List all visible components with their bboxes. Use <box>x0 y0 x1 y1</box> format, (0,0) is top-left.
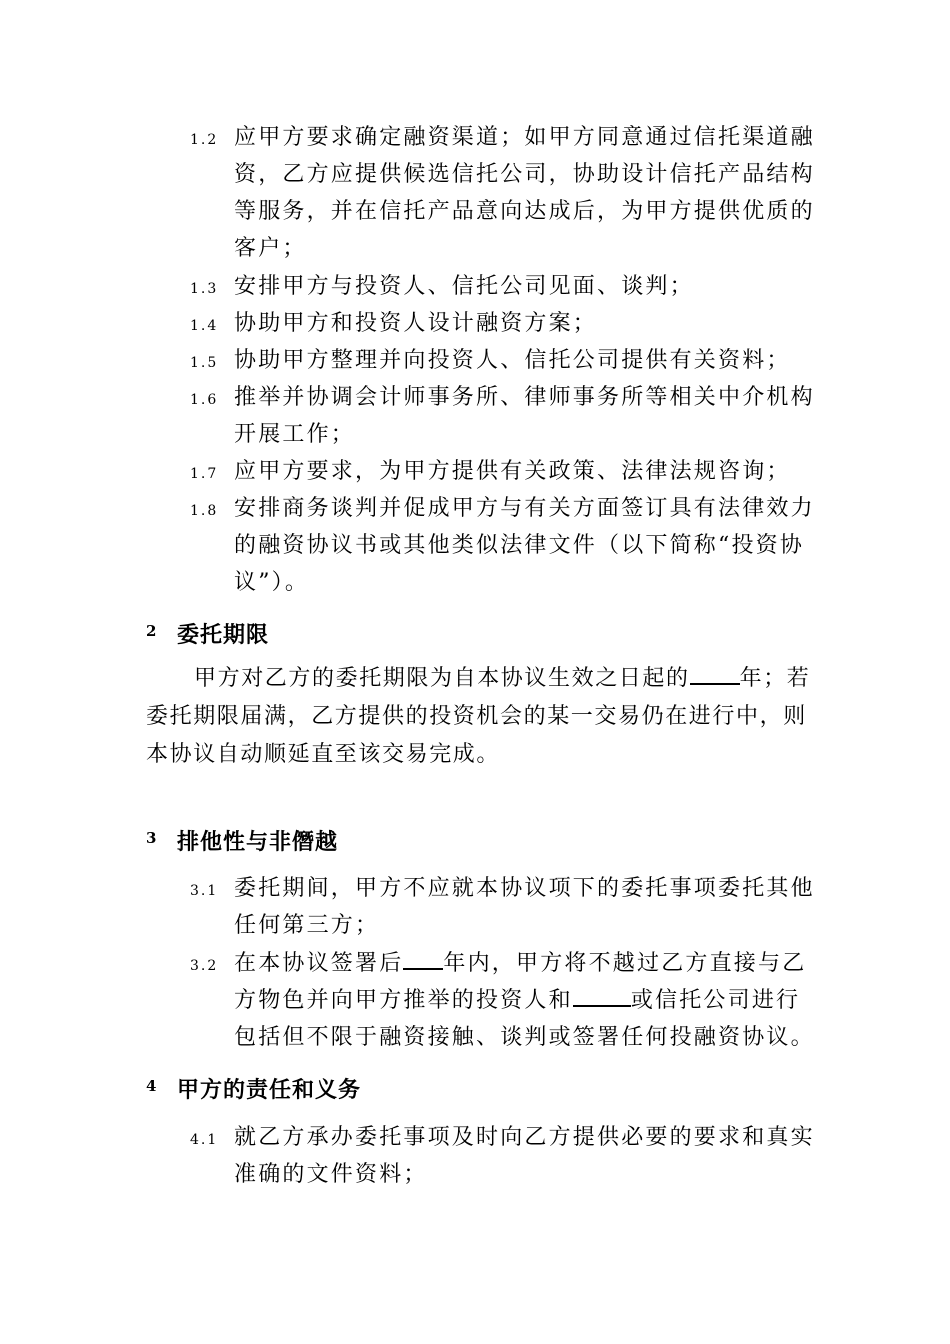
clause-text-part: 年内，甲方将不越过乙方直接与乙方物色并向甲方推举的投资人和 <box>234 951 807 1013</box>
section-number: 4 <box>146 1077 157 1095</box>
section-number: 3 <box>146 829 157 847</box>
paragraph-text: 年；若委托期限届满，乙方提供的投资机会的某一交易仍在进行中，则本协议自动顺延直至该交易完成。 <box>146 666 811 767</box>
clause-1-4 <box>190 305 820 342</box>
clause-number: 1.3 <box>190 281 219 297</box>
clause-number: 3.2 <box>190 958 219 974</box>
fill-in-blank <box>403 948 443 970</box>
clause-1-3 <box>190 268 820 305</box>
fill-in-blank <box>690 663 740 685</box>
clause-text <box>234 945 820 1056</box>
clause-1-6 <box>190 379 820 453</box>
clause-4-1 <box>190 1119 820 1193</box>
clause-text: 就乙方承办委托事项及时向乙方提供必要的要求和真实准确的文件资料； <box>234 1125 815 1187</box>
section-title: 排他性与非僭越 <box>177 829 339 855</box>
section-title: 甲方的责任和义务 <box>177 1077 362 1103</box>
clause-number: 1.8 <box>190 503 219 519</box>
clause-text-part: 或信托公司进行包括但不限于融资接触、谈判或签署任何投融资协议。 <box>234 988 815 1050</box>
clause-text: 应甲方要求，为甲方提供有关政策、法律法规咨询； <box>234 459 791 484</box>
paragraph-text: 甲方对乙方的委托期限为自本协议生效之日起的 <box>194 666 690 691</box>
clause-text: 应甲方要求确定融资渠道；如甲方同意通过信托渠道融资，乙方应提供候选信托公司，协助设计信托产品结构等服务，并在信托产品意向达成后，为甲方提供优质的客户； <box>234 125 815 261</box>
clause-number: 1.2 <box>190 132 219 148</box>
clause-1-8 <box>190 490 820 601</box>
clause-number: 1.5 <box>190 355 219 371</box>
fill-in-blank <box>573 985 631 1007</box>
clause-number: 4.1 <box>190 1132 219 1148</box>
clause-text: 委托期间，甲方不应就本协议项下的委托事项委托其他任何第三方； <box>234 876 815 938</box>
clause-number: 3.1 <box>190 883 219 899</box>
clause-1-7 <box>190 453 820 490</box>
clause-text: 协助甲方整理并向投资人、信托公司提供有关资料； <box>234 348 791 373</box>
clause-number: 1.7 <box>190 466 219 482</box>
section-title: 委托期限 <box>177 622 270 648</box>
clause-text: 协助甲方和投资人设计融资方案； <box>234 311 598 336</box>
clause-text-part: 在本协议签署后 <box>234 951 404 976</box>
clause-1-5 <box>190 342 820 379</box>
section-2-paragraph <box>146 660 826 774</box>
clause-number: 1.6 <box>190 392 219 408</box>
clause-number: 1.4 <box>190 318 219 334</box>
clause-text: 安排商务谈判并促成甲方与有关方面签订具有法律效力的融资协议书或其他类似法律文件（以下简称“投资协议”）。 <box>234 496 815 595</box>
clause-text: 推举并协调会计师事务所、律师事务所等相关中介机构开展工作； <box>234 385 815 447</box>
clause-text: 安排甲方与投资人、信托公司见面、谈判； <box>234 274 694 299</box>
section-number: 2 <box>146 622 157 640</box>
clause-3-2 <box>190 945 820 1056</box>
clause-1-2 <box>190 119 820 267</box>
clause-3-1 <box>190 870 820 944</box>
